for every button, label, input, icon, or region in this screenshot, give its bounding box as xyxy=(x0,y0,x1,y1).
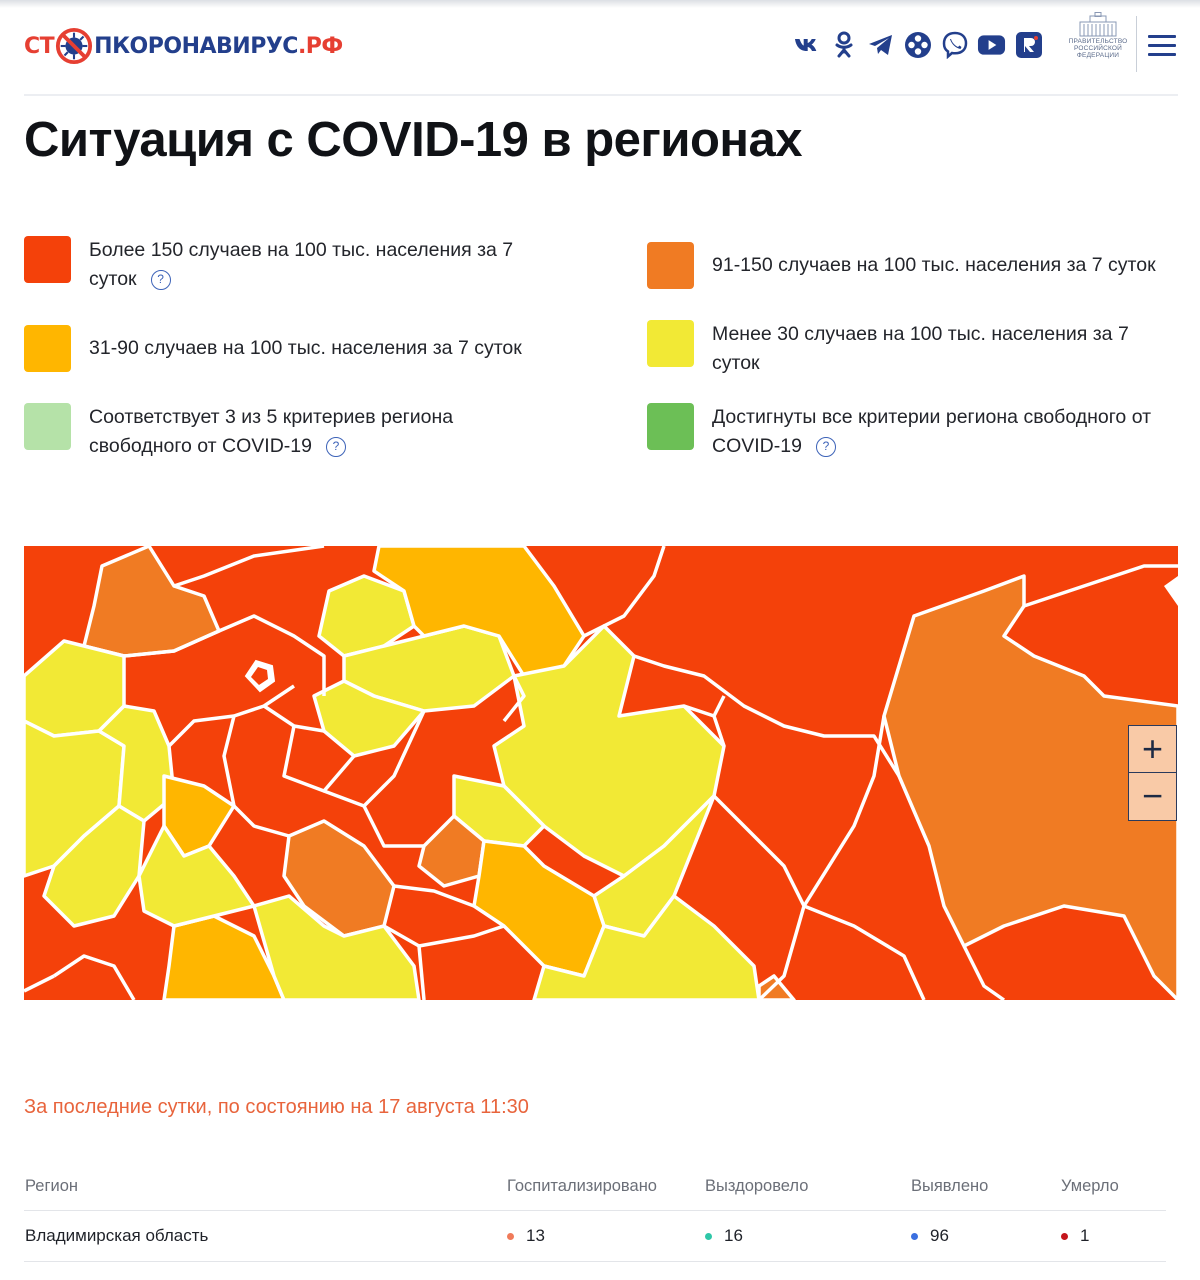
gov-label-2: РОССИЙСКОЙ xyxy=(1073,45,1123,52)
map-canvas[interactable] xyxy=(24,546,1178,1000)
legend-swatch-green xyxy=(647,403,694,450)
hamburger-menu-icon[interactable] xyxy=(1148,30,1178,60)
film-icon[interactable] xyxy=(903,30,932,59)
zoom-out-button[interactable]: − xyxy=(1129,772,1176,819)
column-died[interactable]: Умерло xyxy=(1060,1162,1166,1211)
recovered-dot-icon xyxy=(705,1233,712,1240)
column-detected[interactable]: Выявлено xyxy=(910,1162,1060,1211)
died-value: 1 xyxy=(1080,1226,1090,1245)
zoom-in-button[interactable]: + xyxy=(1141,728,1164,769)
header-divider xyxy=(1136,16,1137,72)
table-header-row xyxy=(24,1162,1166,1211)
legend-label: Менее 30 случаев на 100 тыс. населения за 7 суток xyxy=(712,323,1129,374)
gov-label-3: ФЕДЕРАЦИИ xyxy=(1076,52,1120,59)
detected-cell xyxy=(910,1211,1060,1262)
site-logo[interactable] xyxy=(24,26,343,66)
logo-text-rf: .РФ xyxy=(297,33,343,59)
legend-item-3-of-5 xyxy=(24,403,504,461)
social-links xyxy=(792,30,1043,59)
youtube-icon[interactable] xyxy=(977,30,1006,59)
site-header xyxy=(24,16,1178,96)
legend-label: Более 150 случаев на 100 тыс. населения за 7 суток xyxy=(89,239,514,290)
legend-swatch-orange xyxy=(647,242,694,289)
legend-swatch-amber xyxy=(24,325,71,372)
legend-item-under-30 xyxy=(647,320,1167,378)
odnoklassniki-icon[interactable] xyxy=(829,30,858,59)
rutube-icon[interactable] xyxy=(1014,30,1043,59)
detected-dot-icon xyxy=(911,1233,918,1240)
telegram-icon[interactable] xyxy=(866,30,895,59)
legend-swatch-yellow xyxy=(647,320,694,367)
page-title: Ситуация с COVID-19 в регионах xyxy=(24,113,802,167)
column-region[interactable]: Регион xyxy=(24,1162,506,1211)
legend-item-over-150 xyxy=(24,236,544,294)
legend-item-91-150 xyxy=(647,242,1178,289)
legend-swatch-light-green xyxy=(24,403,71,450)
recovered-cell xyxy=(704,1211,910,1262)
detected-value: 96 xyxy=(930,1226,949,1245)
vk-icon[interactable] xyxy=(792,30,821,59)
legend-label: 31-90 случаев на 100 тыс. населения за 7 суток xyxy=(89,337,522,359)
top-shadow xyxy=(0,0,1200,8)
government-building-icon xyxy=(1076,12,1120,38)
help-icon[interactable]: ? xyxy=(816,437,836,457)
regions-table xyxy=(24,1162,1166,1262)
government-logo[interactable] xyxy=(1062,12,1134,72)
died-dot-icon xyxy=(1061,1233,1068,1240)
regions-map[interactable] xyxy=(24,546,1178,1000)
legend-label: Соответствует 3 из 5 критериев региона свободного от COVID-19 xyxy=(89,406,454,457)
virus-icon xyxy=(55,27,93,65)
logo-text-st: СТ xyxy=(24,33,55,59)
legend-item-all-criteria xyxy=(647,403,1178,461)
died-cell xyxy=(1060,1211,1166,1262)
region-cell: Владимирская область xyxy=(24,1211,506,1262)
help-icon[interactable]: ? xyxy=(326,437,346,457)
map-zoom-control xyxy=(1128,725,1177,821)
legend-item-31-90 xyxy=(24,325,564,372)
gov-label-1: ПРАВИТЕЛЬСТВО xyxy=(1068,38,1128,45)
update-timestamp: За последние сутки, по состоянию на 17 августа 11:30 xyxy=(24,1096,529,1118)
column-hospitalized[interactable]: Госпитализировано xyxy=(506,1162,704,1211)
legend-swatch-red xyxy=(24,236,71,283)
column-recovered[interactable]: Выздоровело xyxy=(704,1162,910,1211)
logo-text-koronavirus: ПКОРОНАВИРУС xyxy=(94,33,298,59)
viber-icon[interactable] xyxy=(940,30,969,59)
help-icon[interactable]: ? xyxy=(151,270,171,290)
hospitalized-value: 13 xyxy=(526,1226,545,1245)
recovered-value: 16 xyxy=(724,1226,743,1245)
table-row[interactable] xyxy=(24,1211,1166,1262)
hospitalized-cell xyxy=(506,1211,704,1262)
hospitalized-dot-icon xyxy=(507,1233,514,1240)
legend-label: Достигнуты все критерии региона свободного от COVID-19 xyxy=(712,406,1152,457)
legend-label: 91-150 случаев на 100 тыс. населения за 7 суток xyxy=(712,254,1156,276)
